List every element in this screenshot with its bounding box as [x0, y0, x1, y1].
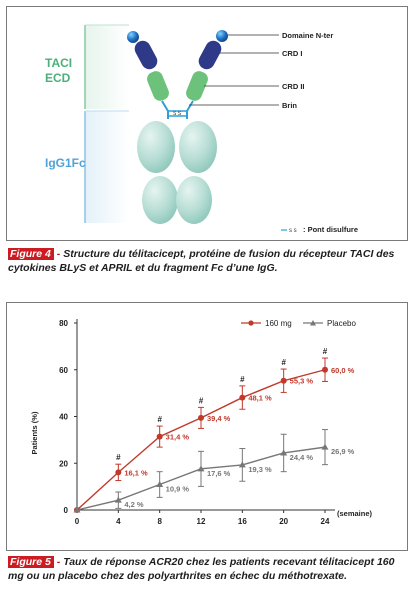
- x-tick-label: 24: [320, 517, 330, 526]
- x-tick-label: 12: [196, 517, 206, 526]
- y-axis-label: Patients (%): [30, 411, 39, 455]
- data-label: 26,9 %: [331, 447, 355, 457]
- left-arm: [127, 31, 171, 119]
- legend-text: : Pont disulfure: [303, 225, 358, 234]
- left-crd1: [132, 38, 160, 72]
- series-line: [77, 370, 325, 510]
- callout-crd1: CRD I: [282, 49, 303, 58]
- ecd-label: ECD: [45, 71, 71, 85]
- figure4-panel: [6, 6, 408, 241]
- x-tick-labels: [75, 517, 330, 526]
- igg-band: [85, 111, 129, 223]
- figure4-caption-text: Structure du télitacicept, protéine de fusion du récepteur TACI des cytokines BLyS et APRIL et du fragment Fc d’une IgG.: [8, 248, 395, 274]
- significance-mark: #: [240, 374, 245, 384]
- right-stalk: [187, 101, 193, 119]
- data-label: 48,1 %: [248, 393, 272, 403]
- x-tick-label: 8: [157, 517, 162, 526]
- data-point: [239, 395, 245, 401]
- legend-marker-160mg: [248, 320, 253, 325]
- callout-lines: [189, 35, 279, 105]
- figure5-caption-label: Figure 5: [8, 556, 54, 568]
- data-label: 10,9 %: [165, 484, 190, 494]
- igg1fc-label: IgG1Fc: [45, 156, 86, 170]
- figure4-caption-dash: -: [53, 248, 64, 260]
- y-tick-label: 0: [63, 506, 68, 515]
- legend-item-160mg: [241, 319, 292, 328]
- significance-mark: #: [281, 358, 286, 368]
- right-n-terminal-domain: [216, 30, 228, 42]
- data-point: [322, 367, 328, 373]
- callout-strand: Brin: [282, 101, 297, 110]
- y-tick-label: 20: [59, 459, 68, 469]
- taci-band: [85, 25, 129, 109]
- figure4-caption: [8, 247, 404, 275]
- data-point: [115, 469, 121, 475]
- data-label: 31,4 %: [165, 432, 190, 442]
- data-point: [322, 444, 329, 450]
- significance-mark: #: [157, 415, 162, 425]
- data-label: 4,2 %: [124, 500, 144, 510]
- callout-n-terminal: Domaine N-ter: [282, 31, 334, 40]
- callout-crd2: CRD II: [282, 82, 305, 91]
- x-tick-label: 20: [279, 517, 289, 526]
- acr20-line-chart: [7, 303, 407, 550]
- significance-mark: #: [116, 453, 121, 463]
- data-label: 39,4 %: [207, 413, 231, 423]
- y-tick-label: 60: [59, 365, 68, 375]
- right-arm: [184, 30, 228, 119]
- x-axis-label: (semaine): [337, 509, 373, 518]
- fc-ch2-left: [137, 121, 175, 173]
- data-point: [157, 434, 163, 440]
- disulfide-mark: S S: [173, 111, 182, 117]
- x-tick-label: 4: [116, 517, 121, 526]
- disulfide-bridges: [168, 111, 187, 117]
- significance-mark: #: [198, 396, 204, 406]
- legend-item-placebo: [303, 319, 356, 328]
- fc-ch2-right: [179, 121, 217, 173]
- legend-label-placebo: Placebo: [327, 319, 356, 328]
- figure5-caption-text: Taux de réponse ACR20 chez les patients recevant télitacicept 160 mg ou un placebo chez des polyarthrites en échec du méthotrexate.: [8, 556, 395, 582]
- x-tick-label: 16: [237, 517, 247, 526]
- data-point: [198, 415, 204, 421]
- antibody-structure-diagram: [7, 7, 407, 240]
- data-label: 24,4 %: [289, 452, 314, 462]
- disulfide-legend: [281, 225, 358, 234]
- figure5-caption-dash: -: [53, 556, 64, 568]
- figure4-caption-label: Figure 4: [8, 248, 54, 260]
- figure5-caption: [8, 555, 404, 583]
- legend-symbol: s s: [289, 228, 297, 234]
- data-label: 16,1 %: [124, 468, 148, 478]
- data-label: 19,3 %: [248, 464, 272, 474]
- left-n-terminal-domain: [127, 31, 139, 43]
- y-tick-label: 40: [59, 412, 68, 422]
- data-label: 17,6 %: [207, 468, 231, 478]
- y-tick-label: 80: [59, 319, 68, 328]
- fc-ch3-right: [176, 176, 212, 224]
- figure5-panel: [6, 302, 408, 551]
- significance-mark: #: [322, 347, 328, 357]
- taci-label: TACI: [45, 56, 73, 70]
- fc-ch3-left: [142, 176, 178, 224]
- series-placebo: [74, 430, 329, 513]
- data-label: 60,0 %: [331, 365, 355, 375]
- legend-label-160mg: 160 mg: [265, 319, 292, 328]
- data-label: 55,3 %: [289, 376, 314, 386]
- right-crd1: [196, 38, 224, 72]
- left-crd2: [145, 69, 171, 103]
- data-point: [281, 378, 287, 384]
- legend: [241, 319, 356, 328]
- y-tick-labels: [59, 319, 68, 515]
- left-stalk: [162, 101, 168, 119]
- x-tick-label: 0: [74, 517, 80, 526]
